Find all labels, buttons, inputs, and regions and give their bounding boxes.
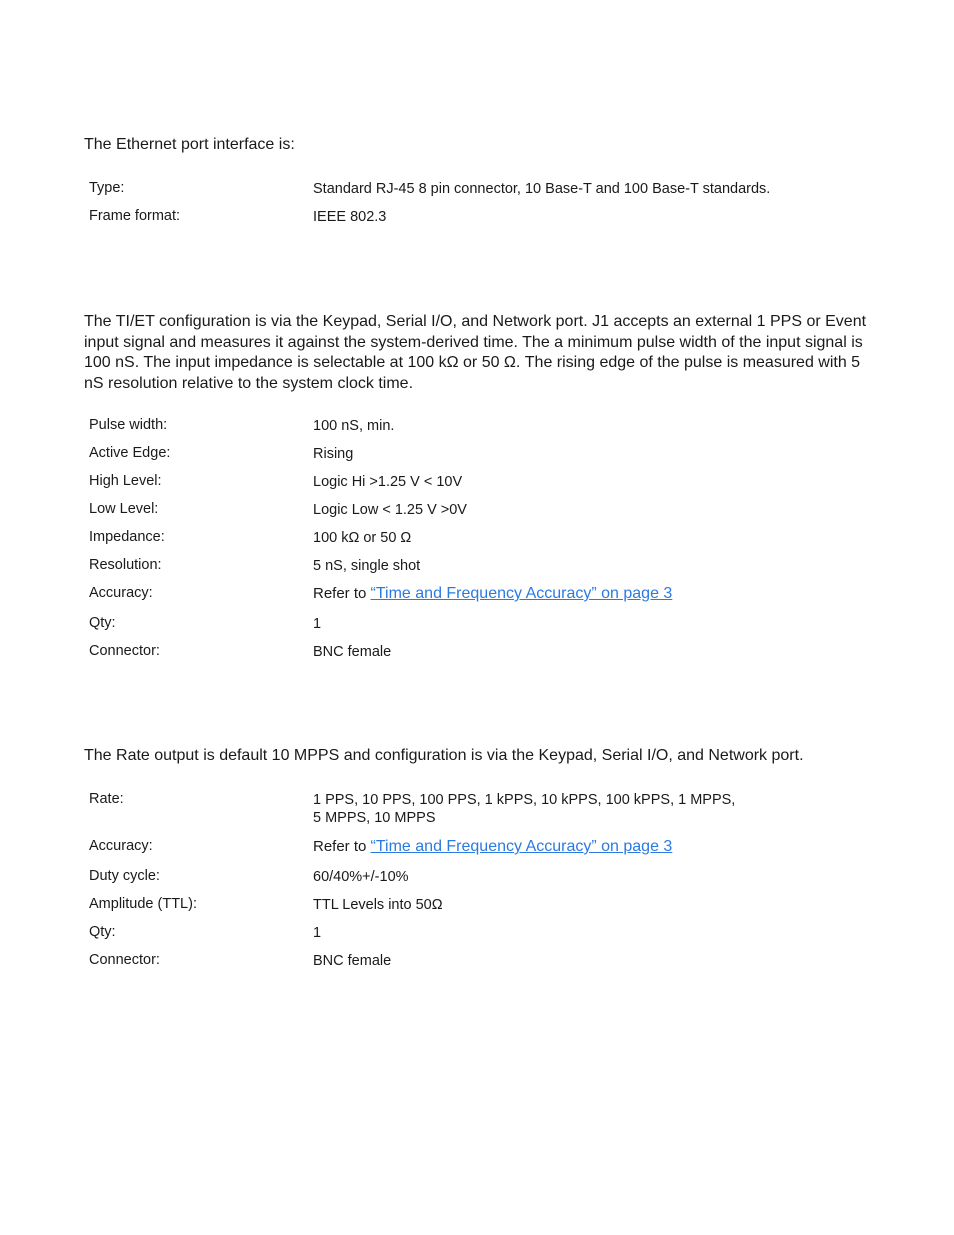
- spec-label: Impedance:: [89, 529, 165, 545]
- spec-label: Accuracy:: [89, 585, 153, 601]
- spec-value: Logic Low < 1.25 V >0V: [313, 502, 467, 518]
- ethernet-spec-table: [89, 180, 849, 236]
- spec-row-type: [89, 180, 849, 208]
- spec-value: 1: [313, 925, 322, 941]
- spec-row-qty: [89, 615, 849, 643]
- spec-row-connector: [89, 952, 849, 980]
- spec-value: BNC female: [313, 644, 392, 660]
- spec-value: BNC female: [313, 953, 392, 969]
- spec-label: Connector:: [89, 952, 160, 968]
- spec-value: [313, 585, 849, 603]
- spec-value: 100 kΩ or 50 Ω: [313, 530, 412, 546]
- spec-label: Low Level:: [89, 501, 159, 517]
- spec-value: TTL Levels into 50Ω: [313, 897, 443, 913]
- accuracy-prefix: Refer to: [313, 585, 371, 602]
- spec-label: Frame format:: [89, 208, 181, 224]
- spec-value: 1: [313, 616, 322, 632]
- tiet-spec-table: [89, 417, 849, 671]
- spec-row-qty: [89, 924, 849, 952]
- spec-label: Resolution:: [89, 557, 162, 573]
- time-frequency-accuracy-link[interactable]: “Time and Frequency Accuracy” on page 3: [370, 585, 673, 602]
- spec-label: Amplitude (TTL):: [89, 896, 197, 912]
- spec-value: [313, 838, 849, 856]
- spec-label: Qty:: [89, 924, 116, 940]
- spec-label: High Level:: [89, 473, 162, 489]
- spec-label: Active Edge:: [89, 445, 171, 461]
- ethernet-intro: The Ethernet port interface is:: [84, 136, 295, 153]
- spec-row-accuracy: [89, 838, 849, 868]
- rate-values-line-1: 1 PPS, 10 PPS, 100 PPS, 1 kPPS, 10 kPPS, 100 kPPS, 1 MPPS,: [313, 792, 736, 808]
- rate-values-line-2: 5 MPPS, 10 MPPS: [313, 810, 436, 826]
- spec-row-high-level: [89, 473, 849, 501]
- spec-label: Accuracy:: [89, 838, 153, 854]
- spec-value: 60/40%+/-10%: [313, 869, 409, 885]
- rate-intro: The Rate output is default 10 MPPS and configuration is via the Keypad, Serial I/O, and Network port.: [84, 747, 804, 764]
- spec-row-low-level: [89, 501, 849, 529]
- spec-label: Duty cycle:: [89, 868, 160, 884]
- spec-label: Connector:: [89, 643, 160, 659]
- spec-label: Qty:: [89, 615, 116, 631]
- spec-value: Standard RJ-45 8 pin connector, 10 Base-T and 100 Base-T standards.: [313, 181, 771, 197]
- spec-value: 5 nS, single shot: [313, 558, 421, 574]
- tiet-intro: The TI/ET configuration is via the Keypad, Serial I/O, and Network port. J1 accepts an external 1 PPS or Event input signal and measures it against the system-derived time. The a minimum pulse width of the input signal is 100 nS. The input impedance is selectable at 100 kΩ or 50 Ω. The rising edge of the pulse is measured with 5 nS resolution relative to the system clock time.: [84, 313, 867, 392]
- spec-row-pulse-width: [89, 417, 849, 445]
- rate-spec-table: [89, 791, 849, 980]
- spec-label: Type:: [89, 180, 125, 196]
- time-frequency-accuracy-link[interactable]: “Time and Frequency Accuracy” on page 3: [370, 838, 673, 855]
- accuracy-prefix: Refer to: [313, 838, 371, 855]
- spec-row-amplitude: [89, 896, 849, 924]
- spec-row-connector: [89, 643, 849, 671]
- spec-row-resolution: [89, 557, 849, 585]
- spec-row-rate: [89, 791, 849, 838]
- spec-value: Logic Hi >1.25 V < 10V: [313, 474, 463, 490]
- spec-label: Rate:: [89, 791, 124, 807]
- spec-value: 100 nS, min.: [313, 418, 395, 434]
- spec-row-active-edge: [89, 445, 849, 473]
- spec-row-impedance: [89, 529, 849, 557]
- spec-value: Rising: [313, 446, 354, 462]
- spec-label: Pulse width:: [89, 417, 168, 433]
- spec-row-frame-format: [89, 208, 849, 236]
- spec-value: IEEE 802.3: [313, 209, 387, 225]
- spec-row-accuracy: [89, 585, 849, 615]
- spec-value: [313, 791, 849, 827]
- spec-row-duty-cycle: [89, 868, 849, 896]
